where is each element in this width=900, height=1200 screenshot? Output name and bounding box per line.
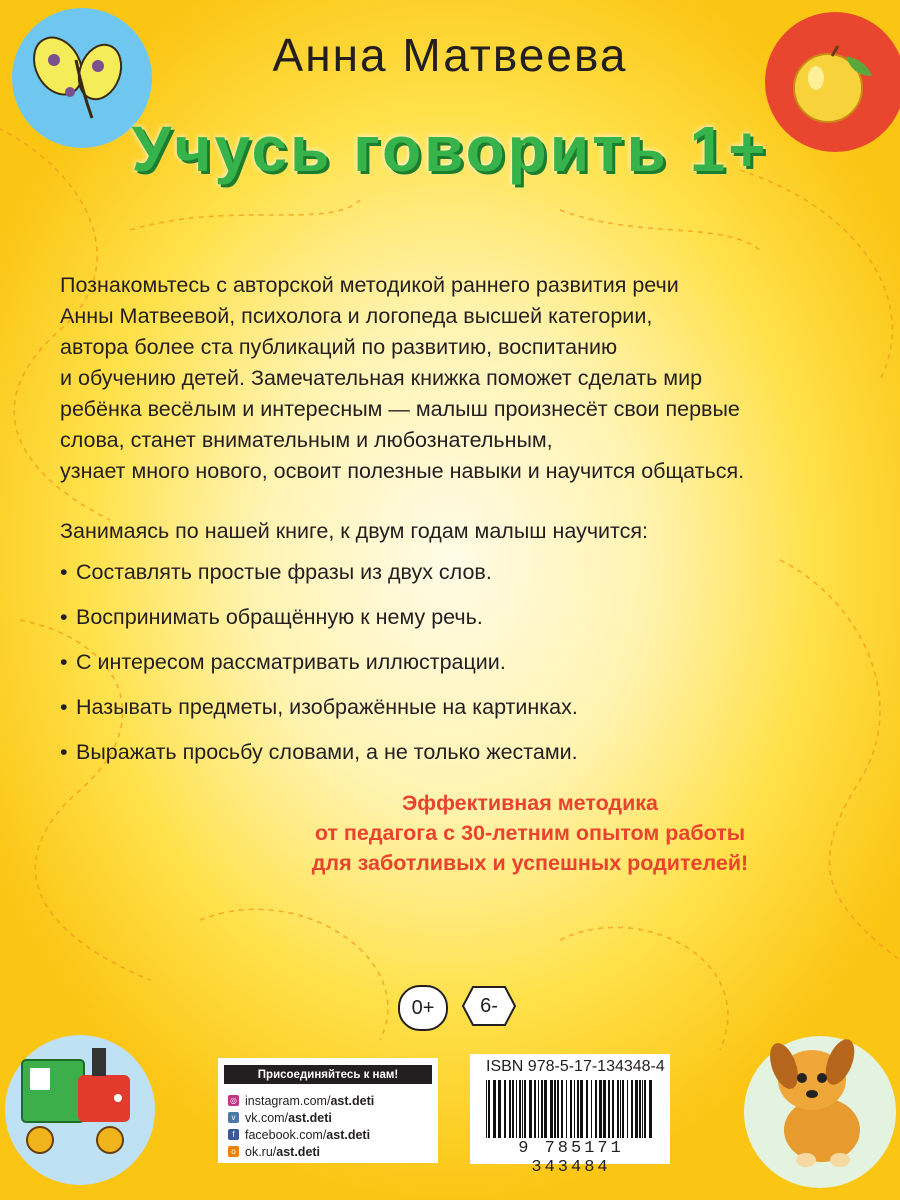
description-line: Анны Матвеевой, психолога и логопеда высшей категории, xyxy=(60,304,653,328)
barcode-bar xyxy=(591,1080,592,1138)
barcode-bar xyxy=(642,1080,643,1138)
social-link-vk[interactable] xyxy=(228,1109,438,1126)
barcode-bar xyxy=(566,1080,567,1138)
description-line: ребёнка весёлым и интересным — малыш произнесёт свои первые xyxy=(60,397,740,421)
social-link-prefix: vk.com/ xyxy=(245,1110,289,1125)
social-link-handle: ast.deti xyxy=(288,1110,332,1125)
barcode-bar xyxy=(603,1080,606,1138)
description-line: слова, станет внимательным и любознательным, xyxy=(60,428,553,452)
barcode-bar xyxy=(488,1080,490,1138)
age-rating-label: 0+ xyxy=(411,996,435,1019)
barcode-bar xyxy=(620,1080,621,1138)
age-limit-badge xyxy=(461,985,517,1027)
barcode-bar xyxy=(557,1080,559,1138)
barcode-bar xyxy=(541,1080,543,1138)
isbn-barcode-box xyxy=(470,1054,670,1177)
social-link-handle: ast.deti xyxy=(326,1127,371,1142)
isbn-number: ISBN 978-5-17-134348-4 xyxy=(486,1058,665,1075)
description-line: автора более ста публикаций по развитию, воспитанию xyxy=(60,335,618,359)
social-link-prefix: facebook.com/ xyxy=(245,1127,327,1142)
odnoklassniki-icon: o xyxy=(228,1146,239,1157)
social-link-prefix: instagram.com/ xyxy=(245,1093,331,1108)
barcode-bar xyxy=(544,1080,547,1138)
age-limit-label: 6- xyxy=(480,994,498,1017)
barcode-graphic xyxy=(484,1080,656,1138)
description-paragraph xyxy=(60,270,860,487)
barcode-bar xyxy=(644,1080,646,1138)
barcode-bar xyxy=(498,1080,501,1138)
barcode-bar xyxy=(504,1080,506,1138)
barcode-bar xyxy=(608,1080,610,1138)
age-rating-badge xyxy=(398,985,448,1031)
barcode-bar xyxy=(599,1080,602,1138)
social-link-facebook[interactable] xyxy=(228,1126,438,1143)
barcode-bar xyxy=(574,1080,575,1138)
instagram-icon: ◎ xyxy=(228,1095,239,1106)
promo-line: от педагога с 30-летним опытом работы xyxy=(314,821,746,845)
puppy-icon xyxy=(744,1035,896,1188)
promo-text xyxy=(0,788,900,878)
skill-item: • Воспринимать обращённую к нему речь. xyxy=(60,605,578,650)
skills-lead: Занимаясь по нашей книге, к двум годам малыш научится: xyxy=(60,519,649,543)
barcode-bar xyxy=(631,1080,633,1138)
barcode-bar xyxy=(486,1080,487,1138)
skill-item: • С интересом рассматривать иллюстрации. xyxy=(60,650,578,695)
barcode-bar xyxy=(595,1080,597,1138)
barcode-digits: 9 785171 343484 xyxy=(518,1139,624,1177)
social-link-odnoklassniki[interactable] xyxy=(228,1143,438,1160)
vk-icon: v xyxy=(228,1112,239,1123)
barcode-bar xyxy=(524,1080,526,1138)
barcode-bar xyxy=(509,1080,511,1138)
skill-item: • Выражать просьбу словами, а не только жестами. xyxy=(60,740,578,785)
train-icon xyxy=(5,1035,155,1185)
social-link-prefix: ok.ru/ xyxy=(245,1144,277,1159)
barcode-bar xyxy=(516,1080,517,1138)
social-links-box xyxy=(218,1058,438,1163)
barcode-bar xyxy=(627,1080,628,1138)
social-header: Присоединяйтесь к нам! xyxy=(224,1065,432,1084)
barcode-bar xyxy=(577,1080,579,1138)
description-line: и обучению детей. Замечательная книжка поможет сделать мир xyxy=(60,366,703,390)
skill-item: • Составлять простые фразы из двух слов. xyxy=(60,560,578,605)
barcode-bar xyxy=(617,1080,619,1138)
social-link-handle: ast.deti xyxy=(276,1144,321,1159)
barcode-bar xyxy=(493,1080,496,1138)
barcode-bar xyxy=(519,1080,521,1138)
barcode-bar xyxy=(635,1080,638,1138)
barcode-bar xyxy=(512,1080,514,1138)
skill-item: • Называть предметы, изображённые на картинках. xyxy=(60,695,578,740)
facebook-icon: f xyxy=(228,1129,239,1140)
skills-list xyxy=(60,560,578,785)
promo-line: Эффективная методика xyxy=(401,791,659,815)
barcode-bar xyxy=(586,1080,588,1138)
barcode-bar xyxy=(639,1080,641,1138)
barcode-bar xyxy=(561,1080,563,1138)
barcode-bar xyxy=(612,1080,614,1138)
barcode-bar xyxy=(534,1080,536,1138)
barcode-bar xyxy=(649,1080,652,1138)
barcode-bar xyxy=(538,1080,539,1138)
barcode-bar xyxy=(550,1080,553,1138)
barcode-bar xyxy=(529,1080,532,1138)
barcode-bar xyxy=(554,1080,556,1138)
barcode-bar xyxy=(522,1080,523,1138)
social-link-instagram[interactable] xyxy=(228,1092,438,1109)
barcode-bar xyxy=(580,1080,583,1138)
barcode-bar xyxy=(622,1080,624,1138)
promo-line: для заботливых и успешных родителей! xyxy=(311,851,749,875)
description-line: Познакомьтесь с авторской методикой раннего развития речи xyxy=(60,273,679,297)
barcode-bar xyxy=(570,1080,572,1138)
description-line: узнает много нового, освоит полезные навыки и научится общаться. xyxy=(60,459,745,483)
social-link-handle: ast.deti xyxy=(330,1093,375,1108)
author-name: Анна Матвеева xyxy=(272,29,628,81)
book-title: Учусь говорить 1+ xyxy=(131,113,769,185)
